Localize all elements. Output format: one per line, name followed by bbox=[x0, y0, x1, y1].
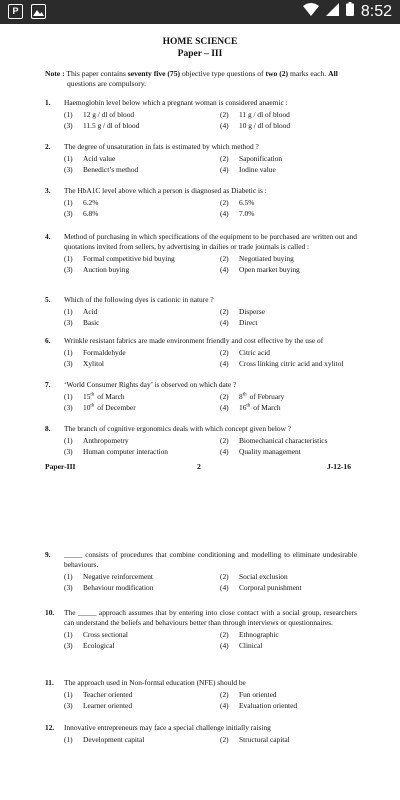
question-text: The branch of cognitive ergonomics deals with which concept given below ? bbox=[64, 424, 292, 433]
option-number: (4) bbox=[220, 165, 229, 174]
option-number: (4) bbox=[220, 209, 229, 218]
wifi-icon bbox=[303, 3, 319, 21]
option-number: (4) bbox=[220, 121, 229, 130]
option-number: (3) bbox=[64, 447, 73, 456]
option-text: Acid value bbox=[83, 154, 116, 163]
question-item bbox=[45, 232, 357, 275]
notification-icon: P bbox=[8, 4, 23, 19]
option-text: 6.8% bbox=[83, 209, 99, 218]
option-number: (3) bbox=[64, 641, 73, 650]
option-number: (1) bbox=[64, 392, 73, 401]
question-number: 11. bbox=[45, 678, 54, 687]
subject-title: HOME SCIENCE bbox=[162, 37, 238, 47]
question-item bbox=[45, 550, 357, 593]
option-number: (4) bbox=[220, 318, 229, 327]
option-text: 6.2% bbox=[83, 198, 99, 207]
option-number: (1) bbox=[64, 307, 73, 316]
option-number: (4) bbox=[220, 359, 229, 368]
option-number: (3) bbox=[64, 403, 73, 412]
question-number: 9. bbox=[45, 550, 51, 559]
option-number: (4) bbox=[220, 447, 229, 456]
question-number: 4. bbox=[45, 232, 51, 241]
question-item bbox=[45, 723, 357, 745]
option-number: (2) bbox=[220, 735, 229, 744]
option-number: (1) bbox=[64, 572, 73, 581]
option-number: (1) bbox=[64, 735, 73, 744]
option-number: (4) bbox=[220, 701, 229, 710]
option-text: Disperse bbox=[239, 307, 265, 316]
option-number: (2) bbox=[220, 630, 229, 639]
option-text: Open market buying bbox=[239, 265, 300, 274]
question-number: 6. bbox=[45, 336, 51, 345]
option-text: Teacher oriented bbox=[83, 690, 133, 699]
paper-title: Paper – III bbox=[177, 49, 223, 59]
option-text: 7.0% bbox=[239, 209, 255, 218]
option-text: 15th of March bbox=[83, 392, 125, 401]
option-text: Negative reinforcement bbox=[83, 572, 153, 581]
option-text: Clinical bbox=[239, 641, 263, 650]
status-bar bbox=[0, 0, 400, 24]
option-text: Iodine value bbox=[239, 165, 276, 174]
question-item bbox=[45, 142, 357, 175]
option-text: Social exclusion bbox=[239, 572, 288, 581]
question-text: ‘World Consumer Rights day’ is observed on which date ? bbox=[64, 380, 237, 389]
question-item bbox=[45, 98, 357, 131]
question-text: The approach used in Non-formal education (NFE) should be bbox=[64, 678, 246, 687]
option-number: (4) bbox=[220, 265, 229, 274]
option-text: Formal competitive bid buying bbox=[83, 254, 175, 263]
question-text: Wrinkle resistant fabrics are made environment friendly and cost effective by the use of bbox=[64, 336, 324, 345]
question-number: 1. bbox=[45, 98, 51, 107]
option-number: (2) bbox=[220, 572, 229, 581]
instructions-note: Note : This paper contains seventy five (75) objective type questions of two (2) marks each. All questions are compulsory. bbox=[45, 69, 338, 88]
clock: 8:52 bbox=[360, 2, 392, 20]
option-text: Benedict’s method bbox=[83, 165, 139, 174]
option-number: (2) bbox=[220, 307, 229, 316]
document-page bbox=[0, 24, 400, 800]
question-text: The _____ approach assumes that by entering into close contact with a social group, researchers can understand the beliefs and behaviours better than through interviews or questionnaires. bbox=[64, 608, 357, 627]
option-number: (1) bbox=[64, 254, 73, 263]
question-text: _____ consists of procedures that combine conditioning and modelling to eliminate undesirable behaviours. bbox=[64, 550, 357, 569]
question-text: Method of purchasing in which specifications of the equipment to be purchased are written out and quotations invited from sellers, by advertising in dailies or trade journals is called : bbox=[64, 232, 357, 251]
option-text: 16th of March bbox=[239, 403, 281, 412]
footer-paper: Paper-III bbox=[45, 462, 76, 471]
question-number: 7. bbox=[45, 380, 51, 389]
question-item bbox=[45, 678, 357, 711]
option-text: Ecological bbox=[83, 641, 115, 650]
option-number: (2) bbox=[220, 690, 229, 699]
option-number: (3) bbox=[64, 701, 73, 710]
option-text: Xylitol bbox=[83, 359, 104, 368]
option-number: (2) bbox=[220, 110, 229, 119]
option-text: Formaldehyde bbox=[83, 348, 126, 357]
question-text: The HbA1C level above which a person is diagnosed as Diabetic is : bbox=[64, 186, 267, 195]
option-number: (4) bbox=[220, 403, 229, 412]
option-text: Behaviour modification bbox=[83, 583, 154, 592]
option-text: Citric acid bbox=[239, 348, 270, 357]
option-text: Corporal punishment bbox=[239, 583, 302, 592]
question-text: Haemoglobin level below which a pregnant woman is considered anaemic : bbox=[64, 98, 288, 107]
option-number: (2) bbox=[220, 154, 229, 163]
option-text: Quality management bbox=[239, 447, 301, 456]
question-item bbox=[45, 608, 357, 651]
question-text: The degree of unsaturation in fats is estimated by which method ? bbox=[64, 142, 259, 151]
option-text: 10th of December bbox=[83, 403, 136, 412]
option-number: (3) bbox=[64, 121, 73, 130]
option-text: Biomechanical characteristics bbox=[239, 436, 328, 445]
question-item bbox=[45, 186, 357, 219]
option-text: Auction buying bbox=[83, 265, 130, 274]
option-text: Development capital bbox=[83, 735, 145, 744]
option-text: Human computer interaction bbox=[83, 447, 168, 456]
option-number: (3) bbox=[64, 165, 73, 174]
option-text: Negotiated buying bbox=[239, 254, 294, 263]
option-text: 12 g / dl of blood bbox=[83, 110, 135, 119]
option-text: Cross sectional bbox=[83, 630, 128, 639]
option-number: (2) bbox=[220, 254, 229, 263]
question-number: 8. bbox=[45, 424, 51, 433]
battery-icon bbox=[346, 2, 354, 21]
option-text: Basic bbox=[83, 318, 100, 327]
option-text: Saponification bbox=[239, 154, 283, 163]
option-number: (3) bbox=[64, 265, 73, 274]
option-text: 6.5% bbox=[239, 198, 255, 207]
question-item bbox=[45, 424, 357, 457]
footer-code: J-12-16 bbox=[326, 462, 351, 471]
option-text: 10 g / dl of blood bbox=[239, 121, 291, 130]
option-number: (4) bbox=[220, 583, 229, 592]
option-text: Anthropometry bbox=[83, 436, 129, 445]
question-item bbox=[45, 295, 357, 328]
option-number: (3) bbox=[64, 359, 73, 368]
question-text: Which of the following dyes is cationic in nature ? bbox=[64, 295, 214, 304]
option-number: (1) bbox=[64, 630, 73, 639]
question-item bbox=[45, 380, 357, 413]
question-number: 12. bbox=[45, 723, 55, 732]
option-number: (1) bbox=[64, 436, 73, 445]
option-text: Learner oriented bbox=[83, 701, 133, 710]
option-number: (3) bbox=[64, 209, 73, 218]
option-text: Structural capital bbox=[239, 735, 290, 744]
option-number: (2) bbox=[220, 436, 229, 445]
option-number: (2) bbox=[220, 392, 229, 401]
option-text: Direct bbox=[239, 318, 258, 327]
option-number: (1) bbox=[64, 198, 73, 207]
signal-icon bbox=[326, 3, 339, 21]
option-number: (1) bbox=[64, 110, 73, 119]
option-text: 8th of February bbox=[239, 392, 285, 401]
question-number: 2. bbox=[45, 142, 51, 151]
option-number: (1) bbox=[64, 690, 73, 699]
option-number: (3) bbox=[64, 318, 73, 327]
option-number: (1) bbox=[64, 154, 73, 163]
question-text: Innovative entrepreneurs may face a special challenge initially raising bbox=[64, 723, 271, 732]
option-number: (1) bbox=[64, 348, 73, 357]
option-text: Cross linking citric acid and xylitol bbox=[239, 359, 344, 368]
option-number: (3) bbox=[64, 583, 73, 592]
option-number: (2) bbox=[220, 348, 229, 357]
option-number: (4) bbox=[220, 641, 229, 650]
question-number: 10. bbox=[45, 608, 55, 617]
option-number: (2) bbox=[220, 198, 229, 207]
question-number: 3. bbox=[45, 186, 51, 195]
question-item bbox=[45, 336, 357, 369]
option-text: Fun oriented bbox=[239, 690, 277, 699]
image-notification-icon bbox=[31, 4, 46, 19]
option-text: 11 g / dl of blood bbox=[239, 110, 290, 119]
option-text: Acid bbox=[83, 307, 98, 316]
footer-page-number: 2 bbox=[197, 462, 201, 471]
option-text: Ethnographic bbox=[239, 630, 279, 639]
question-number: 5. bbox=[45, 295, 51, 304]
option-text: 11.5 g / dl of blood bbox=[83, 121, 140, 130]
option-text: Evaluation oriented bbox=[239, 701, 298, 710]
